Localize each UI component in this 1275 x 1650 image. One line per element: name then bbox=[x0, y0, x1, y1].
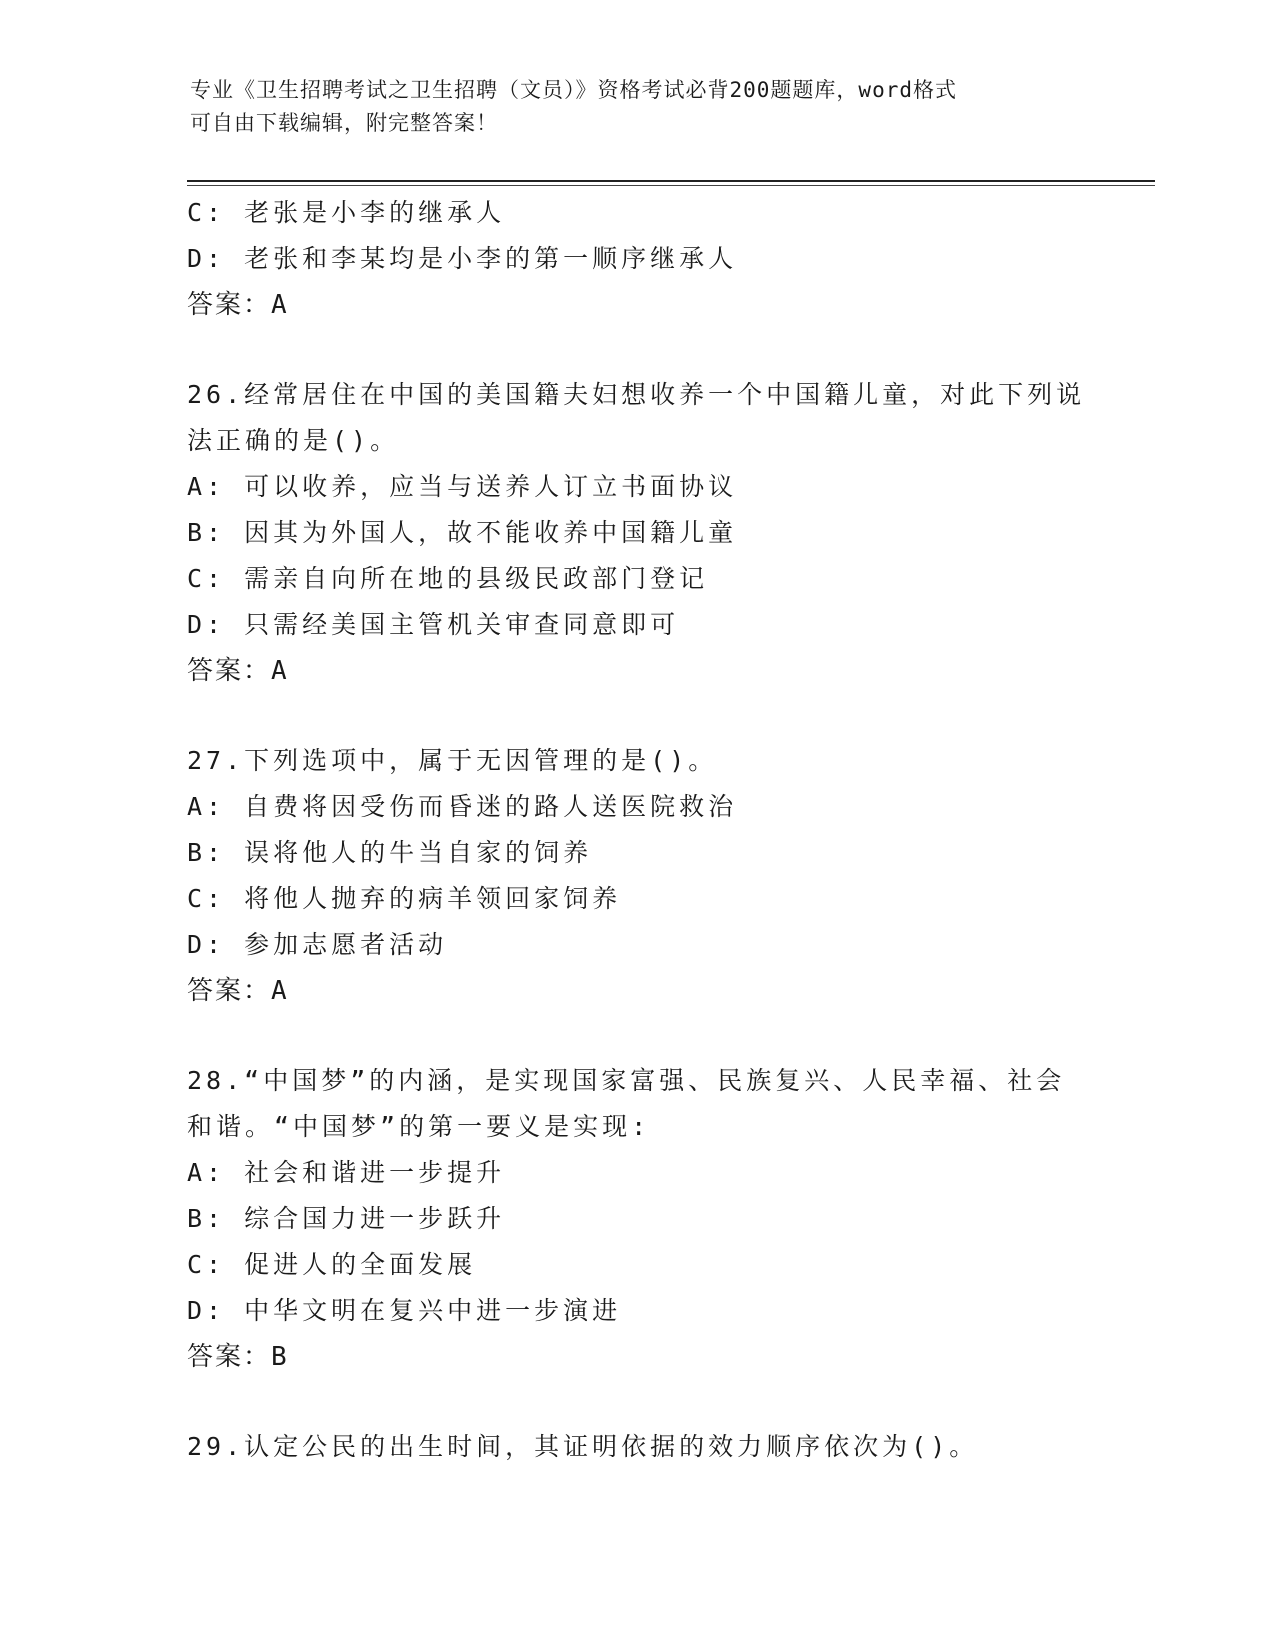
question-block-27 bbox=[187, 738, 1087, 1014]
header-divider-thin bbox=[187, 185, 1155, 186]
header-title-line1: 专业《卫生招聘考试之卫生招聘（文员）》资格考试必背200题题库，word格式 bbox=[190, 78, 957, 102]
question-block-28 bbox=[187, 1058, 1087, 1380]
spacer bbox=[187, 328, 1087, 372]
spacer bbox=[187, 1014, 1087, 1058]
option-d: D: 只需经美国主管机关审查同意即可 bbox=[187, 610, 680, 639]
question-block-26 bbox=[187, 372, 1087, 694]
option-c: C: 需亲自向所在地的县级民政部门登记 bbox=[187, 564, 709, 593]
answer-line: 答案：A bbox=[187, 656, 289, 686]
question-text: 28.“中国梦”的内涵，是实现国家富强、民族复兴、人民幸福、社会 bbox=[187, 1066, 1066, 1095]
question-text: 27.下列选项中，属于无因管理的是()。 bbox=[187, 746, 718, 775]
answer-line: 答案：A bbox=[187, 290, 289, 320]
answer-line: 答案：B bbox=[187, 1342, 289, 1372]
spacer bbox=[187, 694, 1087, 738]
option-b: B: 因其为外国人，故不能收养中国籍儿童 bbox=[187, 518, 738, 547]
question-block-25 bbox=[187, 190, 1087, 328]
option-b: B: 综合国力进一步跃升 bbox=[187, 1204, 506, 1233]
question-list bbox=[187, 190, 1087, 1470]
document-header bbox=[190, 74, 1090, 140]
header-divider-thick bbox=[187, 180, 1155, 182]
question-block-29 bbox=[187, 1424, 1087, 1470]
spacer bbox=[187, 1380, 1087, 1424]
option-c: C: 促进人的全面发展 bbox=[187, 1250, 477, 1279]
question-text: 26.经常居住在中国的美国籍夫妇想收养一个中国籍儿童，对此下列说 bbox=[187, 380, 1086, 409]
option-a: A: 社会和谐进一步提升 bbox=[187, 1158, 506, 1187]
option-a: A: 可以收养，应当与送养人订立书面协议 bbox=[187, 472, 738, 501]
option-b: B: 误将他人的牛当自家的饲养 bbox=[187, 838, 593, 867]
answer-line: 答案：A bbox=[187, 976, 289, 1006]
option-c: C: 老张是小李的继承人 bbox=[187, 198, 506, 227]
question-text: 29.认定公民的出生时间，其证明依据的效力顺序依次为()。 bbox=[187, 1432, 979, 1461]
option-d: D: 参加志愿者活动 bbox=[187, 930, 448, 959]
header-title-line2: 可自由下载编辑，附完整答案！ bbox=[190, 111, 498, 135]
option-d: D: 中华文明在复兴中进一步演进 bbox=[187, 1296, 622, 1325]
question-text-continued: 和谐。“中国梦”的第一要义是实现: bbox=[187, 1112, 651, 1141]
question-text-continued: 法正确的是()。 bbox=[187, 426, 400, 455]
option-a: A: 自费将因受伤而昏迷的路人送医院救治 bbox=[187, 792, 738, 821]
option-d: D: 老张和李某均是小李的第一顺序继承人 bbox=[187, 244, 738, 273]
option-c: C: 将他人抛弃的病羊领回家饲养 bbox=[187, 884, 622, 913]
